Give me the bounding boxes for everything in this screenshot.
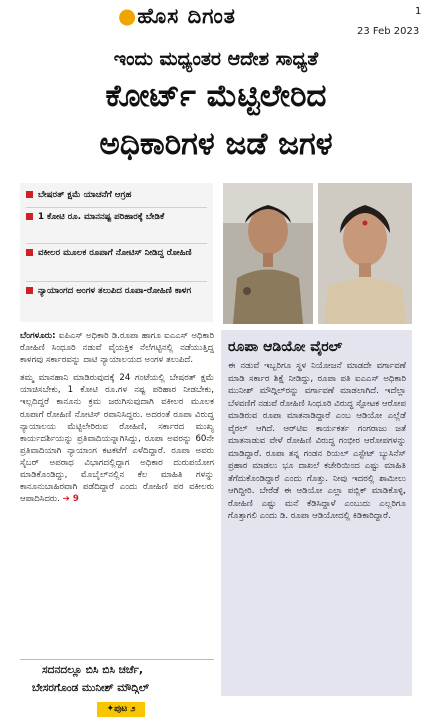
issue-date: 23 Feb 2023 xyxy=(357,26,420,37)
highlight-item: ನ್ಯಾಯಾಂಗದ ಅಂಗಳ ತಲುಪಿದ ರೂಪಾ-ರೋಹಿಣಿ ಕಾಳಗ xyxy=(26,285,209,298)
teaser-line-1: ಸದನದಲ್ಲೂ ಬಿಸಿ ಬಿಸಿ ಚರ್ಚೆ, xyxy=(42,664,144,676)
officer-photo-roopa xyxy=(318,183,412,324)
continued-on-page: ➔ 9 xyxy=(62,494,79,505)
portrait-image xyxy=(318,183,412,324)
divider xyxy=(26,243,207,244)
highlight-item: ವಕೀಲರ ಮೂಲಕ ರೂಪಾಗೆ ನೋಟಿಸ್ ನೀಡಿದ್ದ ರೋಹಿಣಿ xyxy=(26,247,209,260)
teaser-line-2: ಬೇಸರಗೊಂಡ ಮುನೀಶ್ ಮೌದ್ಗಿಲ್ xyxy=(32,682,150,694)
bullet-square-icon xyxy=(26,249,33,256)
divider xyxy=(26,207,207,208)
highlight-item: 1 ಕೋಟಿ ರೂ. ಮಾನನಷ್ಟ ಪರಿಹಾರಕ್ಕೆ ಬೇಡಿಕೆ xyxy=(26,211,209,224)
headline-line-1: ಕೋರ್ಟ್ ಮೆಟ್ಟಿಲೇರಿದ xyxy=(105,78,327,114)
bullet-square-icon xyxy=(26,191,33,198)
highlight-item: ಬೇಷರತ್ ಕ್ಷಮೆ ಯಾಚನೆಗೆ ಆಗ್ರಹ xyxy=(26,189,209,202)
divider xyxy=(26,281,207,282)
newspaper-logo xyxy=(118,4,236,29)
logo-text: ಹೊಸ ದಿಗಂತ xyxy=(137,4,236,28)
see-page-tag[interactable]: ✦ಪುಟ ೨ xyxy=(97,702,145,717)
officer-photo-rohini xyxy=(223,183,313,324)
sidebar-text: ಈ ನಡುವೆ ಇಬ್ಬರಿಗೂ ಸ್ಥಳ ನಿಯೋಜನೆ ಮಾಡದೇ ವರ್ಗಾವಣೆ ಮಾಡಿ ಸರ್ಕಾರ ಶಿಕ್ಷೆ ನೀಡಿದ್ದು, ರೂಪಾ ಪತಿ ಐಎಎಸ್ ಅಧಿಕಾರಿ ಮುನೀಶ್ ಮೌದ್ಗಿಲ್‌ರನ್ನು ವರ್ಗಾವಣೆ ಮಾಡಲಾಗಿದೆ. ಇದೆಲ್ಲಾ ಬೆಳವಣಿಗೆ ನಡುವೆ ರೋಹಿಣಿ ಸಿಂಧೂರಿ ವಿರುದ್ಧ ಸ್ಫೋಟಕ ಆರೋಪ ಮಾಡಿರುವ ರೂಪಾ ಮಾತನಾಡಿದ್ದಾರೆ ಎಂಬ ಆಡಿಯೋ ಎಲ್ಲೆಡೆ ವೈರಲ್ ಆಗಿದೆ. ಆರ್‌ಟಿಐ ಕಾರ್ಯಕರ್ತ ಗಂಗರಾಜು ಜತೆ ಮಾತನಾಡುವ ವೇಳೆ ರೋಹಿಣಿ ವಿರುದ್ಧ ಗಂಭೀರ ಆರೋಪಗಳನ್ನು ಮಾಡಿದ್ದಾರೆ. ರೂಪಾ ತನ್ನ ಗಂಡನ ರಿಯಲ್ ಎಸ್ಟೇಟ್ ಬ್ಯುಸಿನೆಸ್ ಪ್ರಹಾರ ಮಾಡಲು ಭೂ ದಾಖಲೆ ಕಚೇರಿಯಿಂದ ಎಷ್ಟು ಮಾಹಿತಿ ತೆಗೆದುಕೊಂಡಿದ್ದಾರೆ ಎಂದು ಗೊತ್ತು. ನೀವು ಇದರಲ್ಲಿ ಶಾಮೀಲು ಆಗಿದ್ದೀರಿ. ಬೇರೆಡೆ ಈ ಆಡಿಯೋ ಎಲ್ಲಾ ಪಬ್ಲಿಕ್ ಮಾಡಿಕೊಳ್ಳಿ, ರೋಹಿಣಿ ಎಷ್ಟು ಮನೆ ಕೆಡಿಸಿದ್ದಾಳೆ ಎಂಬುದು ಎಲ್ಲರಿಗೂ ಗೊತ್ತಾಗಲಿ ಎಂದು ಡಿ. ರೂಪಾ ಆಡಿಯೋದಲ್ಲಿ ಕಿಡಿಕಾರಿದ್ದಾರೆ. xyxy=(228,361,406,521)
article-paragraph: ತಮ್ಮ ಮಾನಹಾನಿ ಮಾಡಿರುವುದಕ್ಕೆ 24 ಗಂಟೆಯಲ್ಲಿ ಬೇಷರತ್ ಕ್ಷಮೆ ಯಾಚಿಸಬೇಕು, 1 ಕೋಟಿ ರೂ.ಗಳ ನಷ್ಟ ಪರಿಹಾರ ನೀಡಬೇಕು, ಇಲ್ಲದಿದ್ದರೆ ಕಾನೂನು ಕ್ರಮ ಜರುಗಿಸುವುದಾಗಿ ವಕೀಲರ ಮೂಲಕ ರೂಪಾಗೆ ರೋಹಿಣಿ ನೋಟಿಸ್ ರವಾನಿಸಿದ್ದರು. ಅದರಂತೆ ರೂಪಾ ವಿರುದ್ಧ ನ್ಯಾಯಾಲಯ ಮೆಟ್ಟಿಲೇರಿರುವ ರೋಹಿಣಿ, ಸರ್ಕಾರದ ಮುಖ್ಯ ಕಾರ್ಯದರ್ಶಿಯನ್ನು ಪ್ರತಿವಾದಿಯನ್ನಾಗಿಸಿದ್ದು, ರೂಪಾ ಅವರನ್ನು 60ನೇ ಪ್ರತಿವಾದಿಯಾಗಿ ನ್ಯಾಯಾಂಗ ಕಟಕಟೆಗೆ ಎಳೆದಿದ್ದಾರೆ. ರೂಪಾ ಅವರು ಸೈಬರ್ ಅಪರಾಧ ವಿಭಾಗದಲ್ಲಿದ್ದಾಗ ಅಧಿಕಾರ ದುರುಪಯೋಗ ಮಾಡಿಕೊಂಡಿದ್ದು, ಮೊಬೈಲ್‌ನಲ್ಲಿನ ಕೆಲ ಮಾಹಿತಿ ಗಳನ್ನು ಕಾನೂನುಬಾಹಿರವಾಗಿ ಪಡೆದಿದ್ದಾರೆ ಎಂದು ರೋಹಿಣಿ ಪರ ವಕೀಲರು ಆಪಾದಿಸಿದರು. ➔ 9 xyxy=(20,373,214,505)
sidebar-title: ರೂಪಾ ಆಡಿಯೋ ವೈರಲ್ xyxy=(228,339,343,355)
bullet-square-icon xyxy=(26,213,33,220)
logo-emblem-icon: ● xyxy=(118,4,138,28)
masthead xyxy=(0,0,432,44)
main-article xyxy=(20,330,214,665)
bullet-square-icon xyxy=(26,287,33,294)
highlights-box xyxy=(20,183,213,322)
headline-kicker: ಇಂದು ಮಧ್ಯಂತರ ಆದೇಶ ಸಾಧ್ಯತೆ xyxy=(113,48,319,70)
portrait-image xyxy=(223,183,313,324)
headline-line-2: ಅಧಿಕಾರಿಗಳ ಜಡೆ ಜಗಳ xyxy=(99,126,333,162)
page-number: 1 xyxy=(415,6,422,17)
article-paragraph: ಬೆಂಗಳೂರು: ಐಪಿಎಸ್ ಅಧಿಕಾರಿ ಡಿ.ರೂಪಾ ಹಾಗೂ ಐಎಎಸ್ ಅಧಿಕಾರಿ ರೋಹಿಣಿ ಸಿಂಧೂರಿ ನಡುವೆ ವೈಯಕ್ತಿಕ ನೆಲೆಗಟ್ಟಿನಲ್ಲಿ ನಡೆಯುತ್ತಿದ್ದ ಕಾಳಗವು ಸರ್ಕಾರವನ್ನು ದಾಟಿ ನ್ಯಾಯಾಲಯದ ಅಂಗಳ ತಲುಪಿದೆ. xyxy=(20,331,215,366)
divider xyxy=(20,659,214,660)
dateline: ಬೆಂಗಳೂರು: xyxy=(20,331,56,341)
